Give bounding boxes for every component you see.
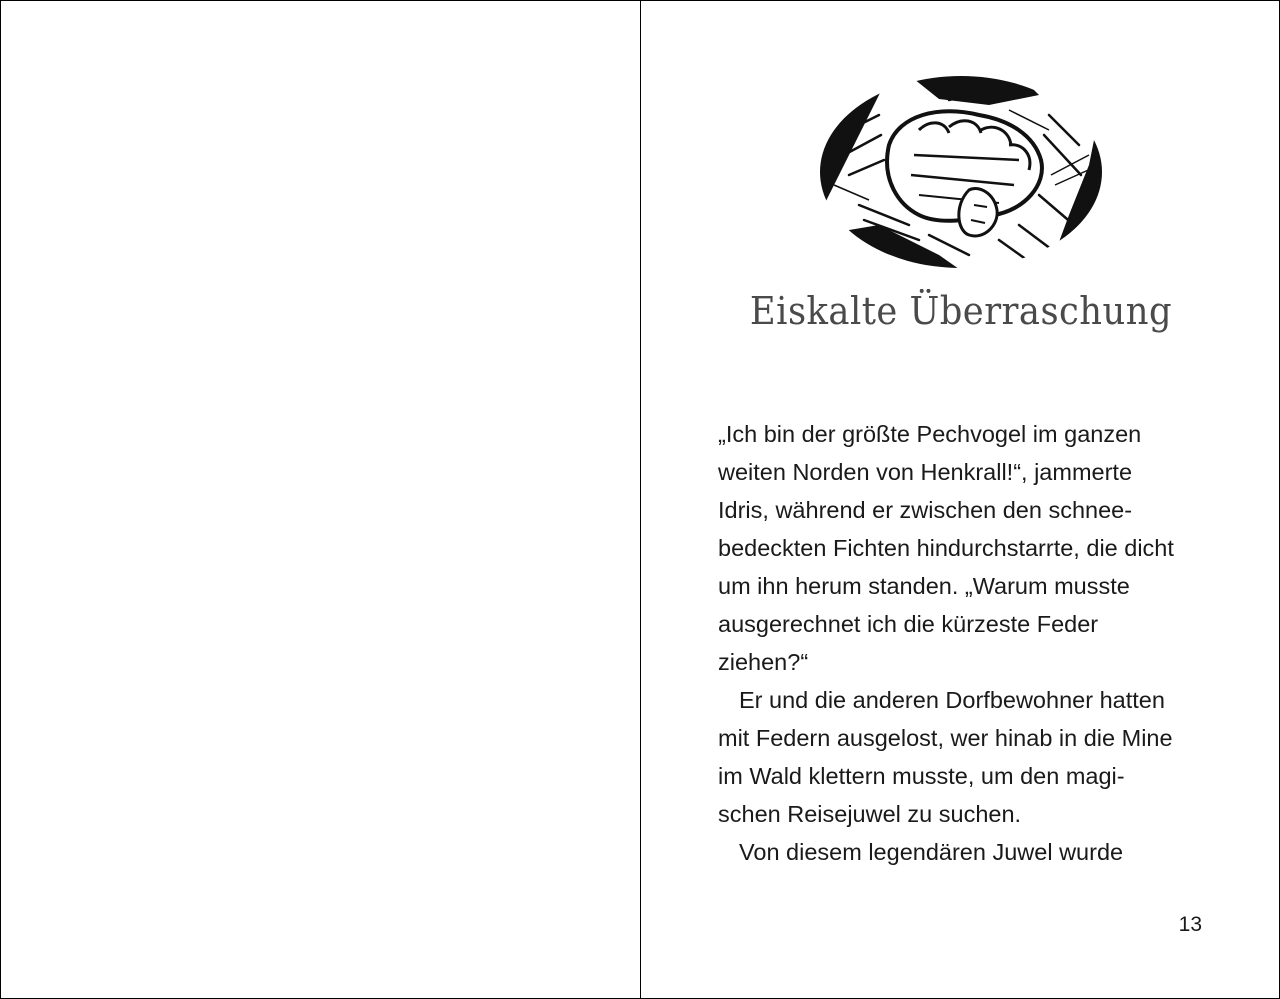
text-line: „Ich bin der größte Pechvogel im ganzen	[718, 421, 1142, 447]
page-number: 13	[1178, 913, 1202, 936]
text-line: Von diesem legendären Juwel wurde	[739, 839, 1124, 865]
text-line: um ihn herum standen. „Warum musste	[718, 573, 1130, 599]
text-line: mit Federn ausgelost, wer hinab in die Mine	[718, 725, 1173, 751]
text-line: ziehen?“	[718, 649, 809, 675]
text-line: im Wald klettern musste, um den magi-	[718, 763, 1125, 789]
body-text	[718, 415, 1218, 871]
text-line: ausgerechnet ich die kürzeste Feder	[718, 611, 1099, 637]
text-line: Er und die anderen Dorfbewohner hatten	[739, 687, 1165, 713]
text-line: Idris, während er zwischen den schnee-	[718, 497, 1133, 523]
chapter-illustration-icon	[819, 75, 1103, 269]
text-line: weiten Norden von Henkrall!“, jammerte	[718, 459, 1133, 485]
right-page	[640, 0, 1280, 999]
text-line: schen Reisejuwel zu suchen.	[718, 801, 1022, 827]
text-line: bedeckten Fichten hindurchstarrte, die dicht	[718, 535, 1174, 561]
chapter-title: Eiskalte Überraschung	[749, 289, 1173, 333]
